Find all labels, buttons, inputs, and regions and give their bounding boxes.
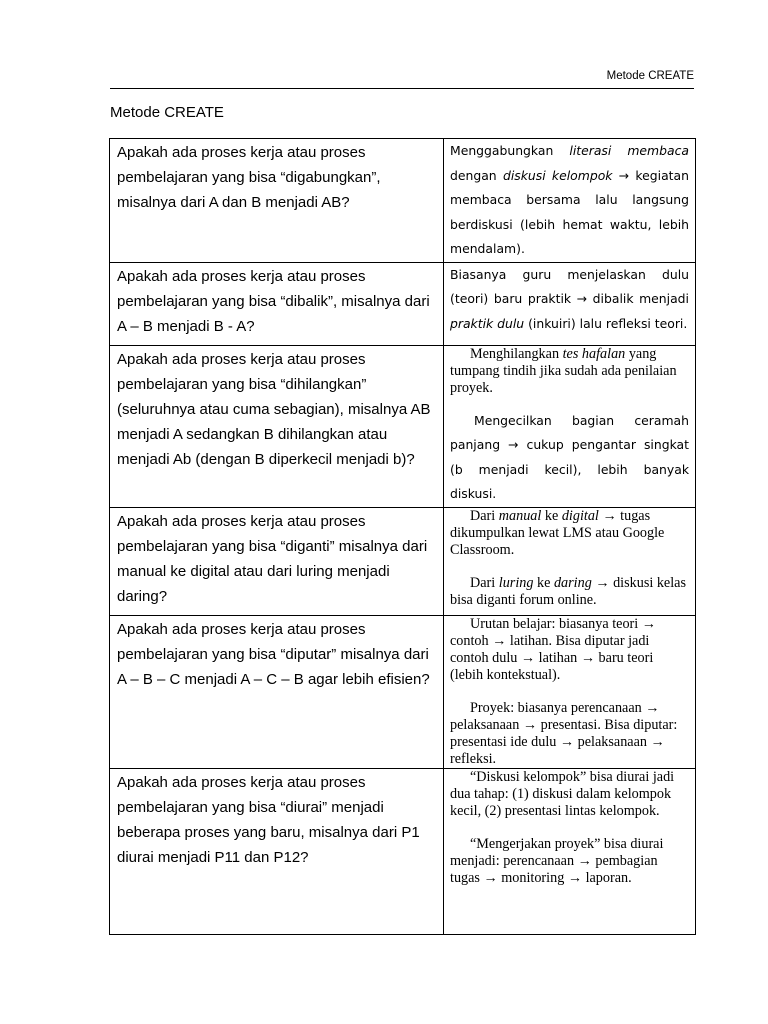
answer-cell (444, 345, 696, 507)
question-cell: Apakah ada proses kerja atau proses pembelajaran yang bisa “diganti” misalnya dari manual ke digital atau dari luring menjadi daring? (110, 507, 444, 615)
answer-paragraph (450, 346, 689, 397)
emphasis-text: tes hafalan (562, 345, 626, 362)
text-run: ke (533, 574, 554, 591)
table-row (110, 345, 696, 507)
text-run: → kegiatan membaca bersama lalu langsung berdiskusi (lebih hemat waktu, lebih mendalam). (450, 167, 689, 256)
emphasis-text: literasi membaca (569, 143, 689, 158)
answer-cell (444, 262, 696, 345)
text-run: Menggabungkan (450, 143, 570, 158)
text-run: yang tumpang tindih jika sudah ada penilaian proyek. (450, 345, 677, 396)
answer-paragraph (450, 508, 689, 559)
answer-paragraph: Proyek: biasanya perencanaan → pelaksanaan → presentasi. Bisa diputar: presentasi ide dulu → pelaksanaan → refleksi. (450, 699, 678, 767)
emphasis-text: digital (561, 507, 599, 524)
table-row (110, 262, 696, 345)
text-run: dengan (450, 167, 503, 183)
page-header (110, 68, 694, 89)
emphasis-text: daring (553, 574, 592, 591)
answer-paragraph: Mengecilkan bagian ceramah panjang → cukup pengantar singkat (b menjadi kecil), lebih banyak diskusi. (450, 412, 689, 501)
table-row (110, 139, 696, 263)
text-run: → tugas dikumpulkan lewat LMS atau Google Classroom. (450, 507, 665, 558)
question-cell: Apakah ada proses kerja atau proses pembelajaran yang bisa “digabungkan”, misalnya dari A dan B menjadi AB? (110, 139, 444, 263)
emphasis-text: manual (498, 507, 542, 524)
answer-cell (444, 615, 696, 768)
text-run: Dari (470, 574, 499, 591)
emphasis-text: diskusi kelompok (502, 167, 613, 183)
question-cell: Apakah ada proses kerja atau proses pembelajaran yang bisa “diurai” menjadi beberapa proses yang baru, misalnya dari P1 diurai menjadi P11 dan P12? (110, 768, 444, 934)
emphasis-text: praktik dulu (450, 315, 525, 331)
text-run: ke (541, 507, 562, 524)
answer-cell (444, 768, 696, 934)
answer-paragraph (450, 575, 689, 609)
question-cell: Apakah ada proses kerja atau proses pembelajaran yang bisa “dihilangkan” (seluruhnya atau cuma sebagian), misalnya AB menjadi A sedangkan B dihilangkan atau menjadi Ab (dengan B diperkecil menjadi b)? (110, 345, 444, 507)
table-row (110, 768, 696, 934)
text-run: Biasanya guru menjelaskan dulu (teori) baru praktik → dibalik menjadi (450, 266, 689, 306)
answer-paragraph: “Mengerjakan proyek” bisa diurai menjadi: perencanaan → pembagian tugas → monitoring → laporan. (450, 835, 664, 886)
question-cell: Apakah ada proses kerja atau proses pembelajaran yang bisa “diputar” misalnya dari A – B – C menjadi A – C – B agar lebih efisien? (110, 615, 444, 768)
text-run: Dari (470, 507, 499, 524)
table-row (110, 615, 696, 768)
table-row (110, 507, 696, 615)
answer-text (450, 139, 689, 262)
question-cell: Apakah ada proses kerja atau proses pembelajaran yang bisa “dibalik”, misalnya dari A – B menjadi B - A? (110, 262, 444, 345)
answer-cell (444, 507, 696, 615)
text-run: Menghilangkan (470, 345, 563, 362)
answer-cell (444, 139, 696, 263)
answer-paragraph: Urutan belajar: biasanya teori → contoh → latihan. Bisa diputar jadi contoh dulu → latihan → baru teori (lebih kontekstual). (450, 615, 656, 683)
document-title: Metode CREATE (110, 104, 224, 121)
answer-text (450, 263, 689, 337)
text-run: → diskusi kelas bisa diganti forum online. (450, 574, 686, 608)
create-method-table (109, 138, 696, 935)
text-run: (inkuiri) lalu refleksi teori. (524, 315, 688, 331)
header-title: Metode CREATE (606, 70, 694, 82)
emphasis-text: luring (498, 574, 534, 591)
answer-paragraph: “Diskusi kelompok” bisa diurai jadi dua tahap: (1) diskusi dalam kelompok kecil, (2) presentasi lintas kelompok. (450, 768, 675, 819)
